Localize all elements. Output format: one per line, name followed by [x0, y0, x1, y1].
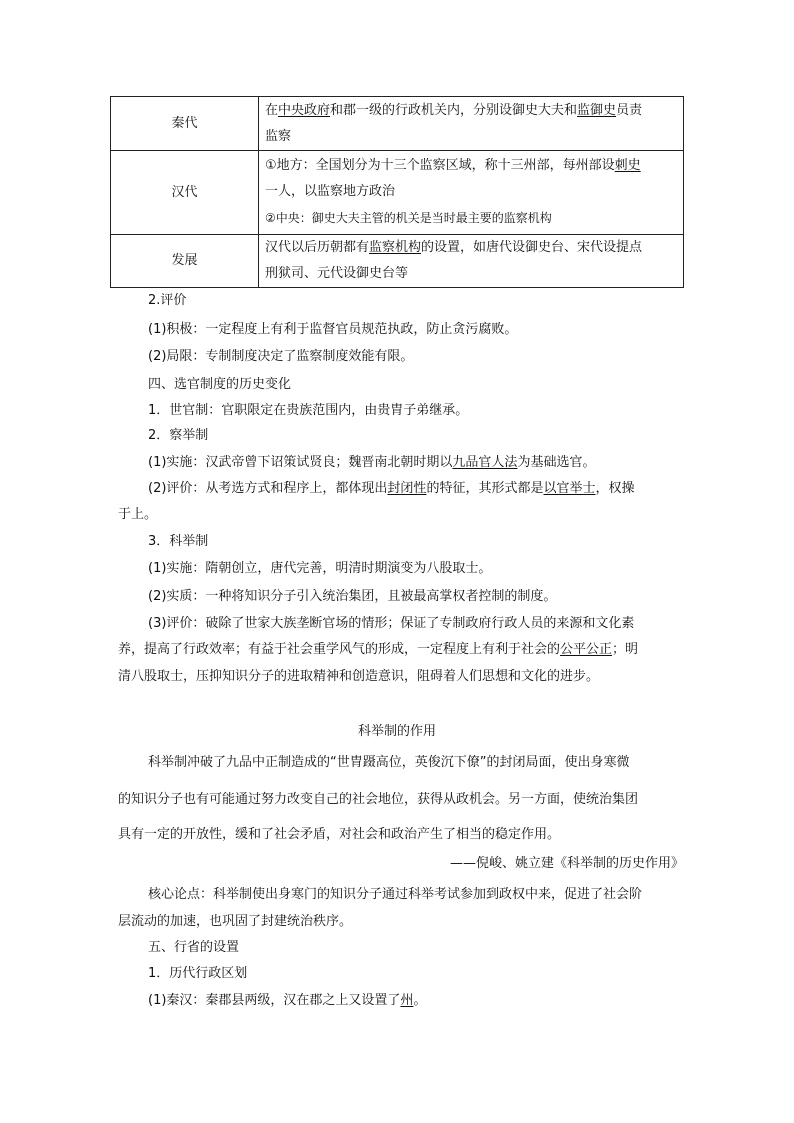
underlined-term: 封闭性: [387, 481, 427, 496]
text-segment: 和郡一级的行政机关内，分别设御史大夫和: [330, 102, 578, 118]
text-line: (1)积极：一定程度上有利于监督官员规范执政，防止贪污腐败。: [148, 322, 518, 337]
text-line: 清八股取士，压抑知识分子的进取精神和创造意识，阻碍着人们思想和文化的进步。: [118, 669, 600, 684]
text-line: (2)实质：一种将知识分子引入统治集团，且被最高掌权者控制的制度。: [148, 589, 557, 604]
underlined-term: 监御史: [577, 102, 617, 118]
text-line: 1．世官制：官职限定在贵族范围内，由贵胄子弟继承。: [148, 403, 469, 418]
underlined-term: 刺史: [614, 158, 641, 173]
table-key-cell: 秦代: [111, 97, 259, 151]
text-segment: 为基础选官。: [517, 455, 596, 470]
table-row: [111, 97, 684, 151]
text-segment: ①地方：全国划分为十三个监察区域，称十三州部，每州部设: [265, 158, 615, 173]
text-segment: 刑狱司、元代设御史台等: [265, 266, 409, 281]
text-line: [118, 638, 638, 657]
text-line: 3．科举制: [148, 534, 209, 549]
text-segment: 汉代以后历朝都有: [265, 240, 370, 255]
quote-source: ——倪峻、姚立建《科举制的历史作用》: [449, 856, 684, 871]
underlined-term: 九品官人法: [452, 455, 518, 470]
text-line: (3)评价：破除了世家大族垄断官场的情形；保证了专制政府行政人员的来源和文化素: [148, 616, 635, 631]
quote-line: 科举制冲破了九品中正制造成的“世胄蹑高位，英俊沉下僚”的封闭局面，使出身寒微: [148, 755, 630, 770]
text-segment: 监察: [265, 128, 292, 144]
table-value-cell: [259, 235, 684, 288]
underlined-term: 以官举士: [543, 481, 596, 496]
cell-line: [265, 235, 677, 261]
cell-line: [265, 205, 677, 232]
text-line: (1)实施：隋朝创立，唐代完善，明清时期演变为八股取士。: [148, 561, 492, 576]
table-row: [111, 151, 684, 235]
text-line: 核心论点：科举制使出身寒门的知识分子通过科举考试参加到政权中来，促进了社会阶: [148, 887, 643, 902]
text-segment: 的特征，其形式都是: [426, 481, 544, 496]
text-segment: 养，提高了行政效率；有益于社会重学风气的形成，一定程度上有利于社会的: [118, 642, 561, 657]
supervision-table: [110, 96, 684, 288]
underlined-term: 州: [400, 993, 414, 1008]
text-segment: (1)秦汉：秦郡县两级，汉在郡之上又设置了: [148, 993, 401, 1008]
section-heading: 五、行省的设置: [148, 940, 240, 955]
text-segment: (1)实施：汉武帝曾下诏策试贤良；魏晋南北朝时期以: [148, 455, 453, 470]
text-segment: ；明: [612, 642, 639, 657]
cell-line: [265, 98, 677, 124]
quote-line: 的知识分子也有可能通过努力改变自己的社会地位，获得从政机会。另一方面，使统治集团: [118, 792, 639, 807]
text-segment: 的设置，如唐代设御史台、宋代设提点: [421, 240, 643, 255]
text-segment: ②中央：御史大夫主管的机关是当时最主要的监察机构: [265, 211, 552, 225]
table-row: [111, 235, 684, 288]
text-segment: (2)评价：从考选方式和程序上，都体现出: [148, 481, 388, 496]
text-line: 2．察举制: [148, 428, 209, 443]
text-segment: 员责: [616, 102, 643, 118]
text-line: [148, 451, 595, 470]
cell-line: [265, 153, 677, 179]
text-line: 于上。: [118, 507, 158, 522]
quote-title: 科举制的作用: [357, 724, 436, 739]
text-line: (2)局限：专制制度决定了监察制度效能有限。: [148, 349, 414, 364]
cell-line: [265, 179, 677, 205]
text-segment: 在: [265, 102, 279, 118]
section-heading: 四、选官制度的历史变化: [148, 377, 292, 392]
text-line: 2.评价: [148, 293, 187, 308]
text-segment: 。: [413, 993, 427, 1008]
underlined-term: 公平公正: [560, 642, 613, 657]
underlined-term: 中央政府: [278, 102, 331, 118]
cell-line: [265, 124, 677, 150]
table-key-cell: 发展: [111, 235, 259, 288]
table-key-cell: 汉代: [111, 151, 259, 235]
table-value-cell: [259, 97, 684, 151]
quote-line: 具有一定的开放性，缓和了社会矛盾，对社会和政治产生了相当的稳定作用。: [118, 827, 561, 842]
text-line: 1．历代行政区划: [148, 966, 248, 981]
cell-line: [265, 261, 677, 287]
text-segment: ，权操: [595, 481, 635, 496]
text-segment: 一人，以监察地方政治: [265, 184, 396, 199]
text-line: [148, 477, 634, 496]
underlined-term: 监察机构: [369, 240, 422, 255]
table-value-cell: [259, 151, 684, 235]
text-line: 层流动的加速，也巩固了封建统治秩序。: [118, 914, 353, 929]
text-line: [148, 989, 426, 1008]
